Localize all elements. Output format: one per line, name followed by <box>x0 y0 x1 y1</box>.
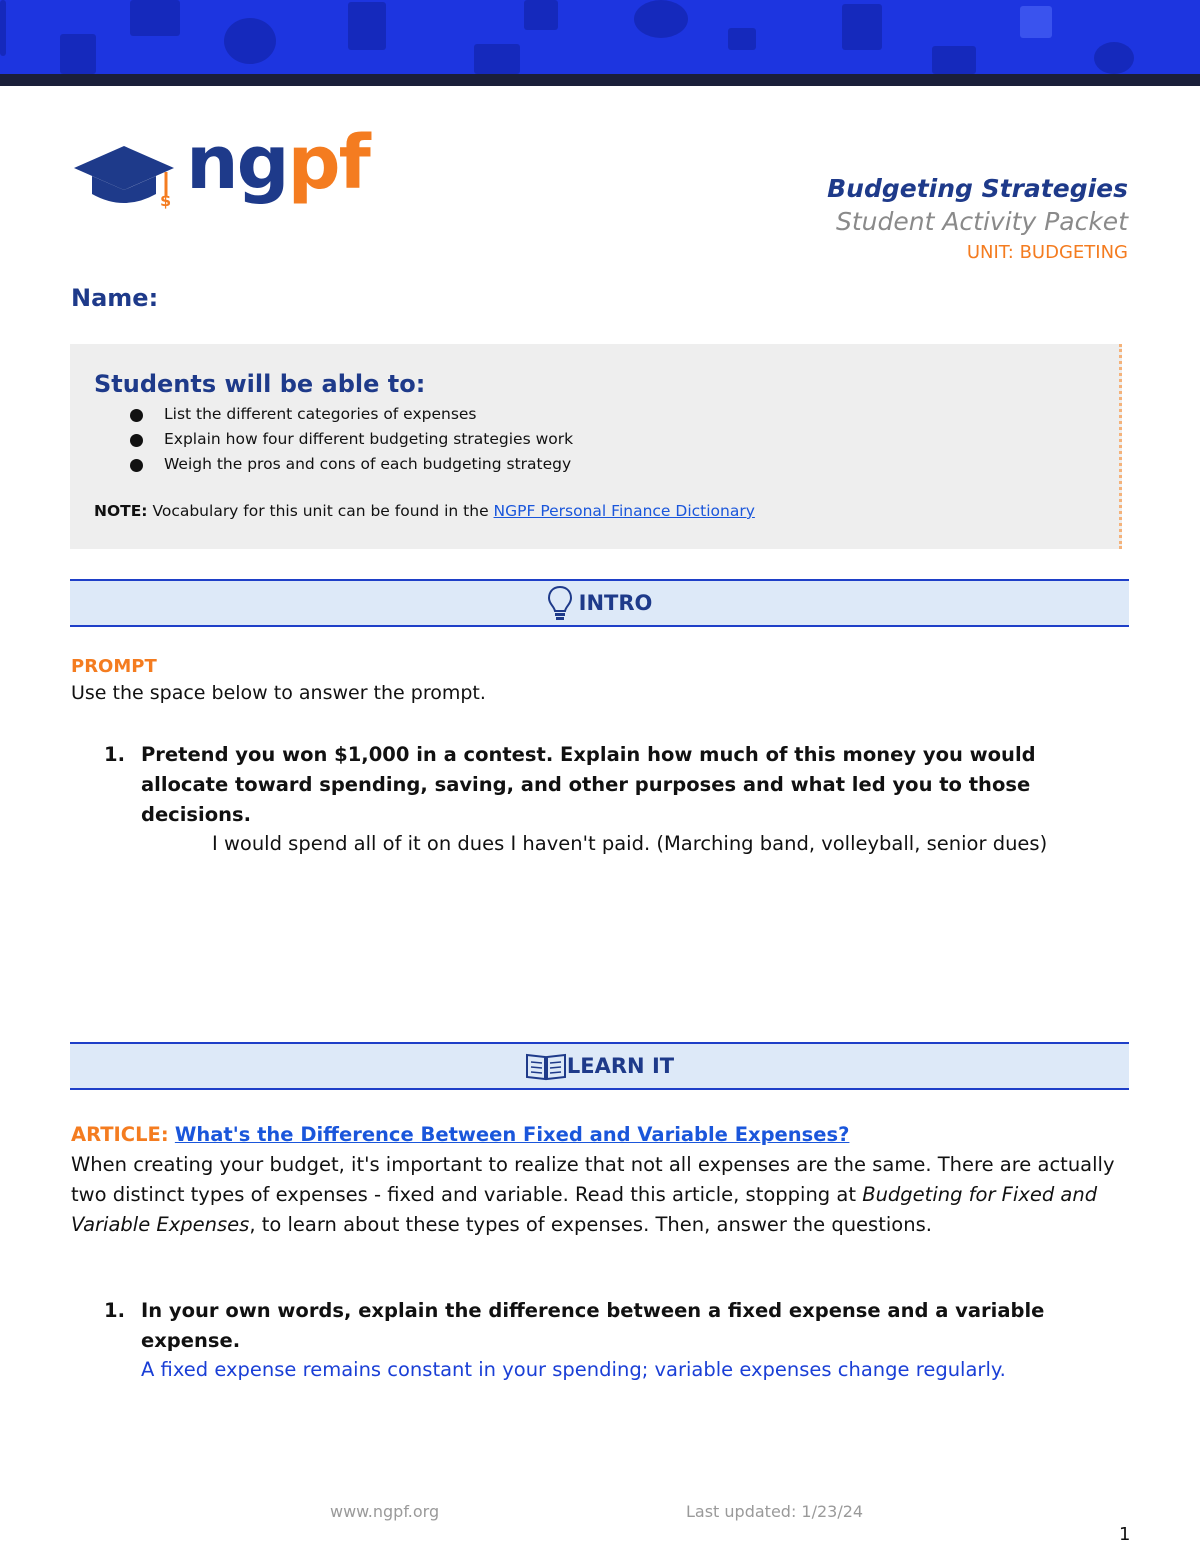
prompt-heading: PROMPT <box>71 656 157 677</box>
folder-icon <box>130 0 180 36</box>
ngpf-logo <box>74 120 374 218</box>
note-label: NOTE: <box>94 502 148 520</box>
dictionary-link[interactable]: NGPF Personal Finance Dictionary <box>493 502 755 520</box>
svg-text:$: $ <box>160 191 172 210</box>
piggy-bank-icon <box>634 0 688 38</box>
article-text: When creating your budget, it's important to realize that not all expenses are the same. There are actually two distinct types of expenses - fixed and variable. Read this article, stopping at <box>71 1153 1115 1206</box>
page-number: 1 <box>1119 1524 1131 1545</box>
banner-bar <box>0 0 6 56</box>
logo-wordmark: ngpf <box>186 120 369 206</box>
intro-label: INTRO <box>578 591 653 615</box>
banner-rule <box>0 74 1200 86</box>
prompt-instructions: Use the space below to answer the prompt. <box>71 682 486 704</box>
document-icon <box>60 34 96 74</box>
footer-updated: Last updated: 1/23/24 <box>686 1502 864 1521</box>
objectives-box <box>70 344 1122 549</box>
list-item: List the different categories of expenses <box>130 402 573 427</box>
unit-label: UNIT: BUDGETING <box>966 242 1128 263</box>
packet-title: Budgeting Strategies <box>827 174 1128 203</box>
header-banner <box>0 0 1200 74</box>
calculator-icon <box>842 4 882 50</box>
article-italic-text: Budgeting for Fixed and Variable Expenses <box>71 1183 1098 1236</box>
packet-subtitle: Student Activity Packet <box>835 207 1128 236</box>
article-link[interactable]: What's the Difference Between Fixed and Variable Expenses? <box>174 1123 850 1146</box>
learn-section-header <box>70 1042 1129 1090</box>
learn-question <box>104 1296 1094 1356</box>
question-number: 1. <box>104 1299 125 1322</box>
article-text-end: , to learn about these types of expenses. Then, answer the questions. <box>249 1213 932 1236</box>
piggy-bank-icon <box>224 18 276 64</box>
folder-icon <box>728 28 756 50</box>
footer-website: www.ngpf.org <box>330 1502 440 1521</box>
name-label: Name: <box>71 284 159 312</box>
lightbulb-icon <box>547 585 573 621</box>
objectives-title: Students will be able to: <box>94 370 426 398</box>
folder-icon <box>474 44 520 74</box>
note-text: Vocabulary for this unit can be found in the <box>147 502 494 520</box>
article-block <box>71 1120 1131 1240</box>
folder-icon <box>932 46 976 74</box>
list-item: Explain how four different budgeting strategies work <box>130 427 573 452</box>
calculator-icon <box>1020 6 1052 38</box>
vocabulary-note <box>94 502 755 520</box>
intro-question <box>104 740 1094 830</box>
learn-label: LEARN IT <box>566 1054 675 1078</box>
intro-answer[interactable]: I would spend all of it on dues I haven't paid. (Marching band, volleyball, senior dues) <box>212 832 1048 855</box>
objectives-list <box>130 402 573 477</box>
list-item: Weigh the pros and cons of each budgeting strategy <box>130 452 573 477</box>
piggy-bank-icon <box>1094 42 1134 74</box>
title-block <box>827 174 1128 263</box>
question-text: In your own words, explain the difference between a fixed expense and a variable expense. <box>141 1299 1045 1352</box>
book-icon <box>525 1051 567 1081</box>
intro-section-header <box>70 579 1129 627</box>
graduation-cap-icon <box>74 146 184 210</box>
document-icon <box>348 2 386 50</box>
question-number: 1. <box>104 743 125 766</box>
question-text: Pretend you won $1,000 in a contest. Explain how much of this money you would allocate toward spending, saving, and other purposes and what led you to those decisions. <box>141 743 1036 826</box>
article-label: ARTICLE: <box>71 1123 169 1146</box>
learn-answer[interactable]: A fixed expense remains constant in your spending; variable expenses change regularly. <box>141 1358 1006 1381</box>
calculator-icon <box>524 0 558 30</box>
